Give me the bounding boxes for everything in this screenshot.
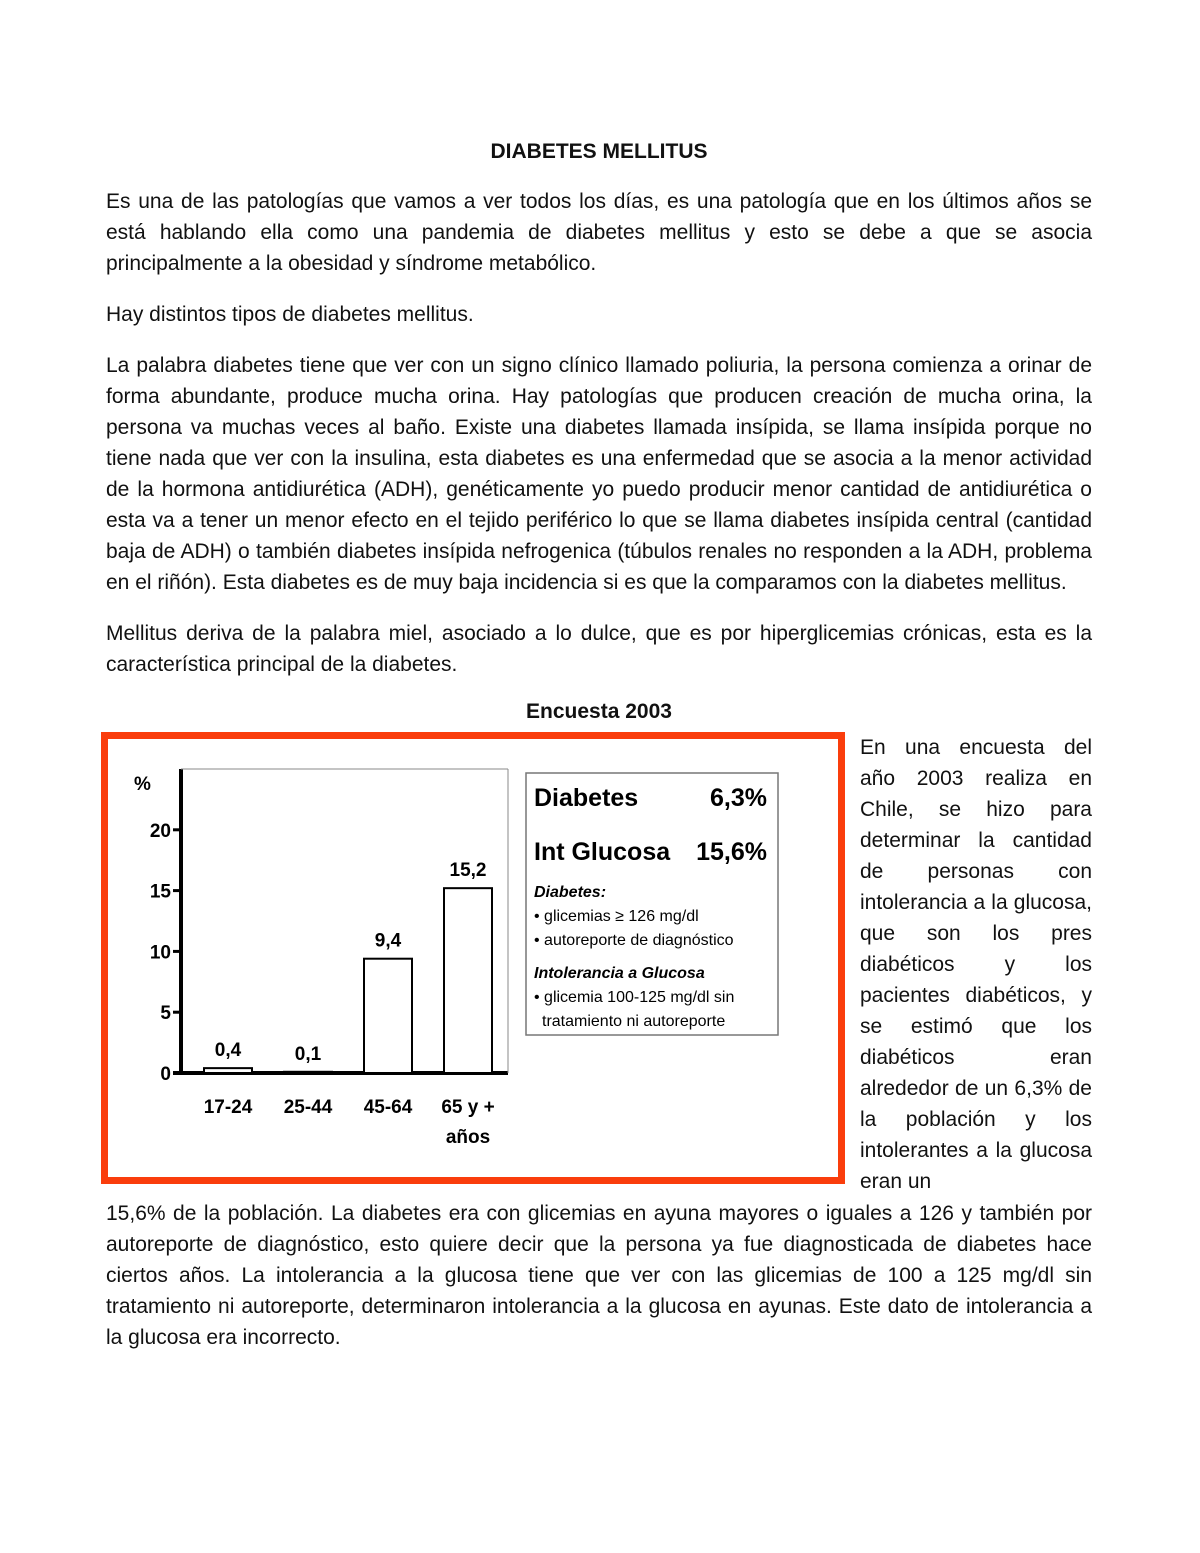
bar-value-label: 9,4 [374,930,402,952]
legend-intol-def-title: Intolerancia a Glucosa [534,965,705,982]
bar-17-24 [204,1068,252,1073]
legend-intol-def-item-1: • glicemia 100-125 mg/dl sin [534,989,735,1006]
legend-diabetes-label: Diabetes [534,784,639,812]
figure-block [106,732,1092,1349]
bar-25-44 [284,1072,332,1074]
y-axis-label: % [134,774,151,795]
document-title: DIABETES MELLITUS [490,140,708,163]
y-tick-label: 0 [160,1064,171,1085]
x-category-sublabel: años [445,1127,491,1148]
survey-subtitle: Encuesta 2003 [526,700,672,723]
paragraph-3: La palabra diabetes tiene que ver con un signo clínico llamado poliuria, la persona comienza a orinar de forma abundante, produce mucha orina. Hay patologías que producen creación de mucha orina, la persona va muchas veces al baño. Existe una diabetes llamada insípida, se llama insípida porque no tiene nada que ver con la insulina, esta diabetes es una enfermedad que se asocia a la menor actividad de la hormona antidiurética (ADH), genéticamente yo puedo producir menor cantidad de antidiurética o esta va a tener un menor efecto en el tejido periférico lo que se llama diabetes insípida central (cantidad baja de ADH) o también diabetes insípida nefrogenica (túbulos renales no responden a la ADH, problema en el riñón). Esta diabetes es de muy baja incidencia si es que la comparamos con la diabetes mellitus. [106,354,1092,594]
y-ticks-group [150,821,181,1085]
document-page [106,140,1092,1349]
side-paragraph: En una encuesta del año 2003 realiza en Chile, se hizo para determinar la cantidad de personas con intolerancia a la glucosa, que son los pres diabéticos y los pacientes diabéticos, y se estimó que los diabéticos eran alrededor de un 6,3% de la población y los intolerantes a la glucosa eran un [860,736,1092,1193]
x-category-label: 17-24 [203,1097,253,1118]
legend-diabetes-def-title: Diabetes: [534,884,607,901]
legend-diabetes-def-item-2: • autoreporte de diagnóstico [534,932,734,949]
bars-group [204,860,495,1148]
x-category-label: 65 y + [441,1097,495,1118]
paragraph-after-figure: 15,6% de la población. La diabetes era con glicemias en ayuna mayores o iguales a 126 y también por autoreporte de diagnóstico, esto quiere decir que la persona ya fue diagnosticada de diabetes hace ciertos años. La intolerancia a la glucosa tiene que ver con las glicemias de 100 a 125 mg/dl sin tratamiento ni autoreporte, determinaron intolerancia a la glucosa en ayunas. Este dato de intolerancia a la glucosa era incorrecto. [106,1202,1092,1349]
survey-chart [108,739,838,1177]
legend-intol-def-item-2: tratamiento ni autoreporte [542,1013,726,1030]
chart-frame [101,732,845,1184]
legend-glucosa-value: 15,6% [696,838,767,866]
paragraph-4: Mellitus deriva de la palabra miel, asociado a lo dulce, que es por hiperglicemias crónicas, esta es la característica principal de la diabetes. [106,622,1092,676]
paragraph-2: Hay distintos tipos de diabetes mellitus. [106,303,474,326]
y-tick-label: 10 [149,942,171,964]
x-category-label: 45-64 [363,1097,413,1118]
legend-diabetes-value: 6,3% [710,784,767,812]
bar-65 y + [444,888,492,1073]
y-tick-label: 5 [160,1003,171,1025]
bar-45-64 [364,959,412,1073]
legend-glucosa-label: Int Glucosa [534,838,671,866]
y-tick-label: 15 [149,881,171,903]
legend-diabetes-def-item-1: • glicemias ≥ 126 mg/dl [534,908,699,925]
x-category-label: 25-44 [283,1097,333,1118]
paragraph-1: Es una de las patologías que vamos a ver todos los días, es una patología que en los últimos años se está hablando ella como una pandemia de diabetes mellitus y esto se debe a que se asocia principalmente a la obesidad y síndrome metabólico. [106,190,1092,275]
bar-value-label: 0,1 [294,1043,322,1065]
bar-value-label: 0,4 [214,1040,242,1062]
y-tick-label: 20 [149,820,171,842]
bar-value-label: 15,2 [449,860,487,882]
